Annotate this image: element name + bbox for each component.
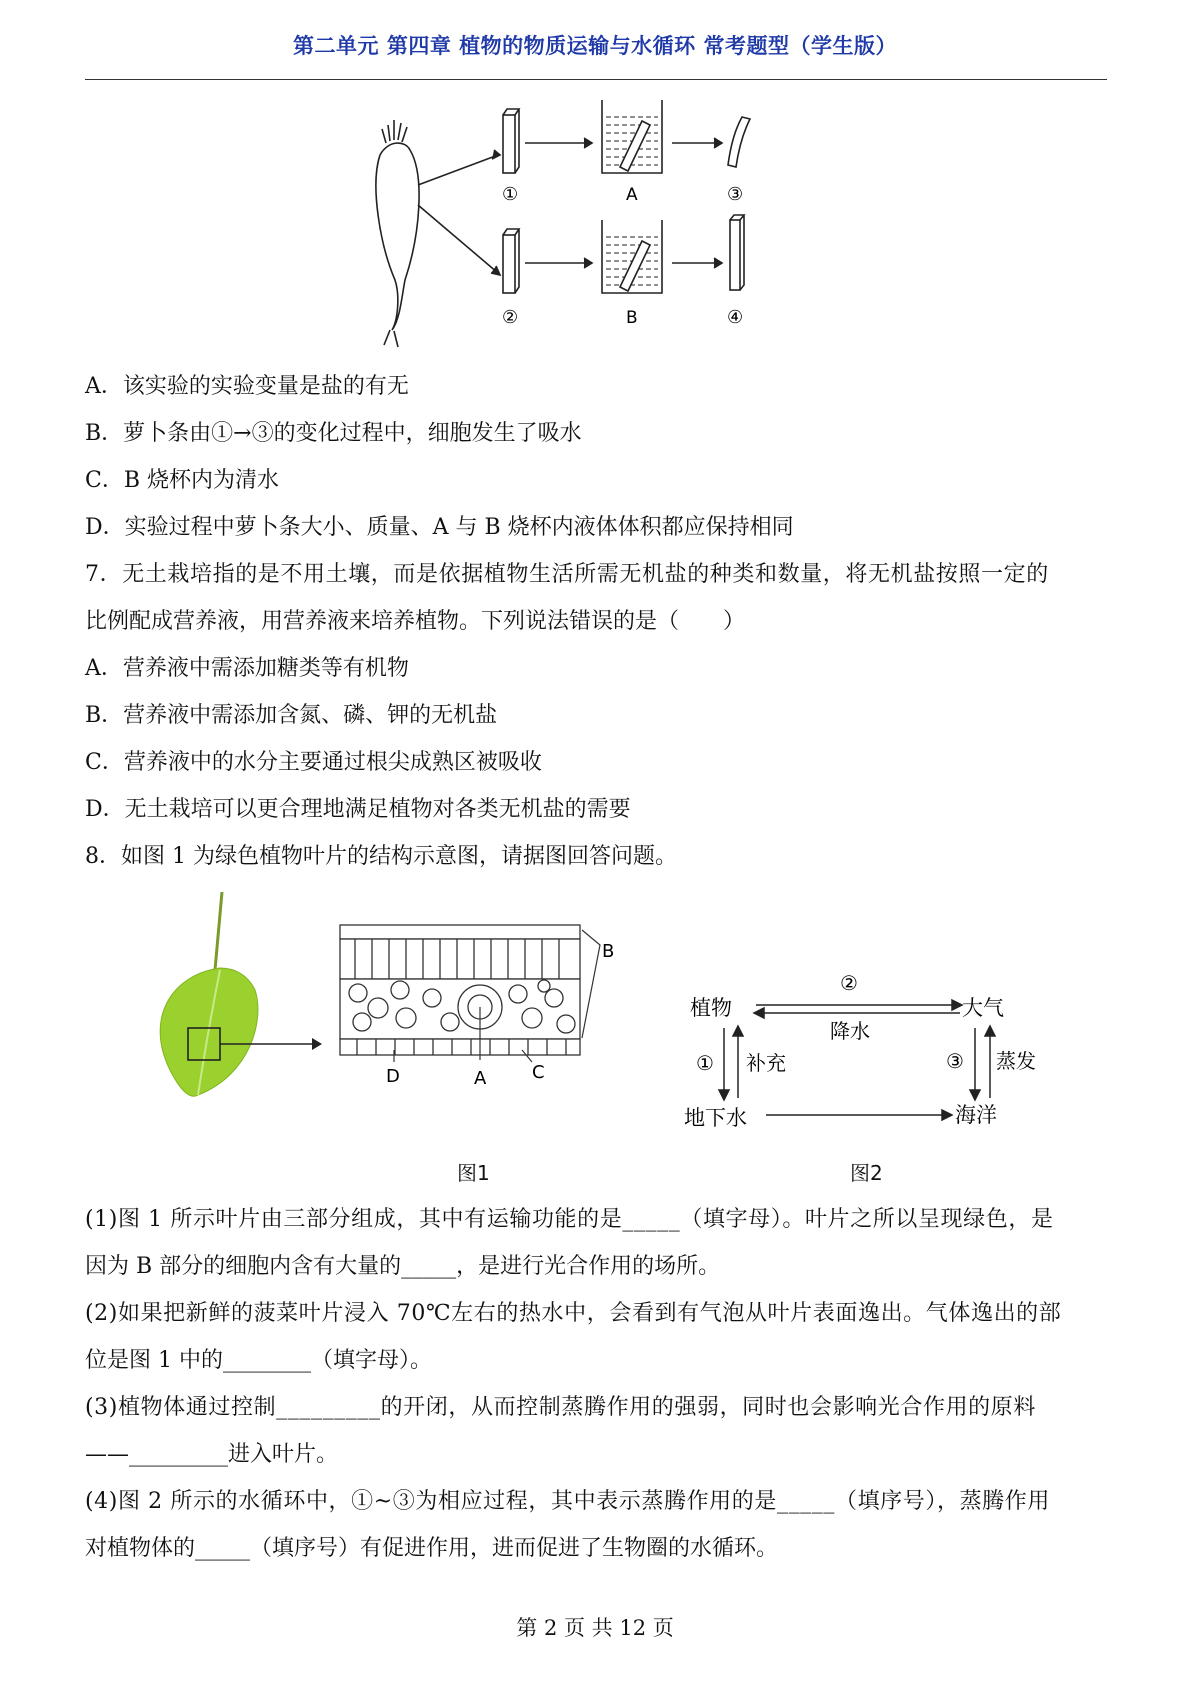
q6-option-d: D．实验过程中萝卜条大小、质量、A 与 B 烧杯内液体体积都应保持相同 — [85, 515, 794, 540]
strip-label-4: ④ — [727, 307, 744, 328]
q7-option-d: D．无土栽培可以更合理地满足植物对各类无机盐的需要 — [85, 797, 631, 822]
water-cycle-figure — [684, 970, 1036, 1140]
q7-stem-line1: 7．无土栽培指的是不用土壤，而是依据植物生活所需无机盐的种类和数量，将无机盐按照一定的 — [85, 562, 1049, 587]
radish-experiment-figure — [370, 95, 840, 350]
fig2-plant: 植物 — [690, 996, 732, 1020]
fig1-label-a: A — [474, 1068, 487, 1089]
q8-line-4: 位是图 1 中的________（填字母）。 — [85, 1348, 432, 1373]
header-rule — [85, 79, 1107, 80]
beaker-label-a: A — [626, 185, 638, 205]
page-number: 第 2 页 共 12 页 — [516, 1616, 674, 1640]
fig1-label-b: B — [602, 941, 615, 962]
fig1-label-d: D — [386, 1066, 400, 1087]
fig2-ocean: 海洋 — [955, 1103, 997, 1127]
q8-stem: 8．如图 1 为绿色植物叶片的结构示意图，请据图回答问题。 — [85, 844, 677, 869]
fig2-caption: 图2 — [850, 1161, 883, 1185]
strip-label-3: ③ — [727, 184, 744, 205]
fig2-air: 大气 — [962, 996, 1004, 1020]
q8-line-6: ——_________进入叶片。 — [85, 1442, 339, 1467]
leaf-cross-section — [340, 925, 580, 1055]
fig2-supply: 补充 — [746, 1051, 786, 1075]
fig1-caption: 图1 — [457, 1161, 490, 1185]
q7-stem-line2: 比例配成营养液，用营养液来培养植物。下列说法错误的是（ ） — [85, 609, 746, 634]
q8-line-3: (2)如果把新鲜的菠菜叶片浸入 70℃左右的热水中，会看到有气泡从叶片表面逸出。气体逸出的部 — [85, 1301, 1062, 1326]
q7-option-b: B．营养液中需添加含氮、磷、钾的无机盐 — [85, 703, 498, 728]
leaf-structure-figure — [150, 890, 660, 1110]
fig2-rain: 降水 — [830, 1019, 870, 1043]
fig2-groundwater: 地下水 — [684, 1106, 747, 1130]
leaf-stem-icon — [215, 892, 222, 970]
q6-option-a: A．该实验的实验变量是盐的有无 — [85, 374, 409, 399]
q8-line-8: 对植物体的_____（填序号）有促进作用，进而促进了生物圈的水循环。 — [85, 1536, 779, 1561]
fig2-num-3: ③ — [946, 1049, 964, 1073]
q8-line-2: 因为 B 部分的细胞内含有大量的_____，是进行光合作用的场所。 — [85, 1254, 721, 1279]
fig2-num-1: ① — [696, 1051, 714, 1075]
beaker-label-b: B — [626, 308, 638, 328]
page-header-title: 第二单元 第四章 植物的物质运输与水循环 常考题型（学生版） — [293, 34, 897, 58]
strip-label-1: ① — [502, 184, 519, 205]
radish-icon — [376, 143, 419, 330]
q8-line-5: (3)植物体通过控制_________的开闭，从而控制蒸腾作用的强弱，同时也会影响光合作用的原料 — [85, 1395, 1036, 1420]
q7-option-c: C．营养液中的水分主要通过根尖成熟区被吸收 — [85, 750, 542, 775]
strip-label-2: ② — [502, 307, 519, 328]
q6-option-c: C．B 烧杯内为清水 — [85, 468, 279, 493]
q7-option-a: A．营养液中需添加糖类等有机物 — [85, 656, 409, 681]
fig1-label-c: C — [532, 1062, 545, 1083]
fig2-num-2: ② — [840, 971, 858, 995]
q6-option-b: B．萝卜条由①→③的变化过程中，细胞发生了吸水 — [85, 421, 582, 446]
fig2-evap: 蒸发 — [996, 1049, 1036, 1073]
q8-line-7: (4)图 2 所示的水循环中，①~③为相应过程，其中表示蒸腾作用的是_____（填序号），蒸腾作用 — [85, 1489, 1050, 1514]
q8-line-1: (1)图 1 所示叶片由三部分组成，其中有运输功能的是_____（填字母）。叶片之所以呈现绿色，是 — [85, 1207, 1054, 1232]
